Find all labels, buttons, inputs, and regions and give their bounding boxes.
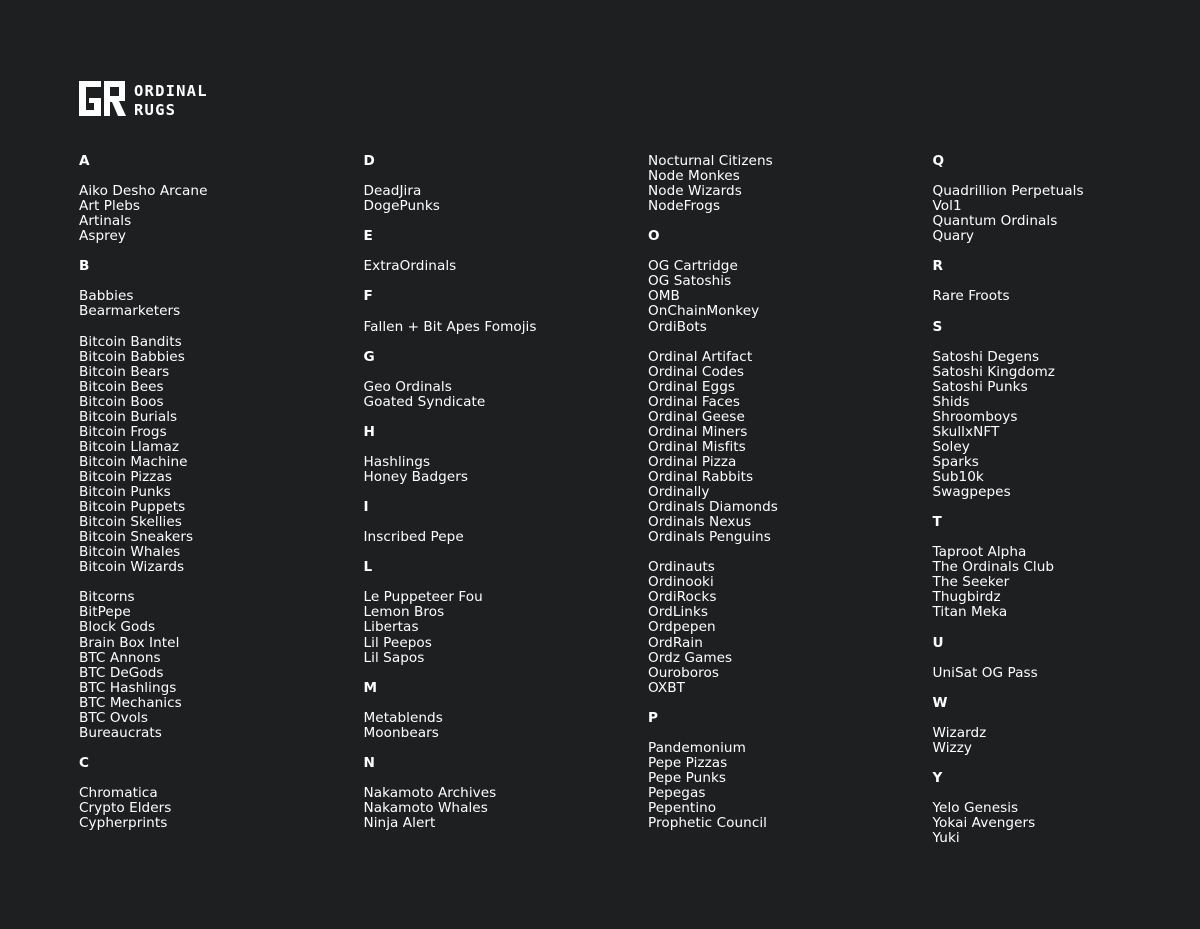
collection-name: Wizzy [932, 739, 972, 756]
collection-name: Ordinauts [648, 559, 715, 576]
collection-name: Node Monkes [648, 168, 740, 185]
collection-name: Asprey [79, 228, 127, 245]
collection-name: Bitcoin Puppets [79, 499, 186, 516]
section-letter-f: F [363, 288, 373, 305]
ordinal-rugs-logo [79, 81, 249, 117]
collection-name: Quary [932, 228, 975, 245]
section-letter-y: Y [932, 769, 943, 786]
collection-name: Satoshi Degens [932, 348, 1040, 365]
collection-name: Metablends [363, 709, 443, 726]
section-letter-r: R [932, 258, 944, 275]
section-letter-g: G [363, 348, 375, 365]
collection-name: Bitcoin Bees [79, 378, 164, 395]
section-letter-w: W [932, 694, 948, 711]
collection-name: Ordinals Nexus [648, 514, 752, 531]
collection-name: Ordinooki [648, 574, 714, 591]
collection-name: Moonbears [363, 724, 439, 741]
section-letter-o: O [648, 228, 660, 245]
section-letter-n: N [363, 754, 375, 771]
collection-name: Bitcoin Bears [79, 363, 170, 380]
heading-spacer [79, 771, 359, 786]
group-spacer [79, 741, 359, 756]
collection-name: OrdiBots [648, 318, 707, 335]
collection-name: OG Satoshis [648, 273, 732, 290]
group-spacer [364, 741, 644, 756]
collection-name: Swagpepes [932, 484, 1011, 501]
collection-name: Bitcoin Llamaz [79, 438, 180, 455]
collection-name: SkullxNFT [932, 423, 1000, 440]
collection-name: Ordinal Eggs [648, 378, 736, 395]
collection-name: Honey Badgers [363, 468, 468, 485]
collection-name: Soley [932, 438, 970, 455]
collection-name: Nocturnal Citizens [648, 153, 773, 169]
collection-name: Ordinals Diamonds [648, 499, 778, 516]
collection-name: Pepe Pizzas [648, 754, 728, 771]
collection-name: Ordinal Pizza [648, 453, 737, 470]
collection-name: Bitcoin Babbies [79, 348, 185, 365]
heading-spacer [364, 575, 644, 590]
collection-name: Bitcoin Wizards [79, 559, 185, 576]
section-letter-a: A [79, 153, 90, 169]
collection-name: Wizardz [932, 724, 987, 741]
collection-name: DogePunks [363, 198, 440, 215]
collection-name: Ordz Games [648, 649, 733, 666]
collection-name: BitPepe [79, 604, 131, 621]
collection-name: Nakamoto Whales [363, 800, 488, 817]
collection-name: Le Puppeteer Fou [363, 589, 483, 606]
heading-spacer [933, 530, 1200, 545]
collection-name: Sub10k [932, 468, 984, 485]
collection-name: Taproot Alpha [932, 544, 1027, 561]
collection-name: Nakamoto Archives [363, 784, 497, 801]
collection-name: Pepe Punks [648, 769, 727, 786]
block-spacer [79, 575, 359, 590]
heading-spacer [79, 169, 359, 184]
heading-spacer [364, 771, 644, 786]
collection-name: Chromatica [79, 784, 158, 801]
heading-spacer [364, 244, 644, 259]
heading-spacer [364, 169, 644, 184]
collection-name: Bitcorns [79, 589, 135, 606]
collection-name: Ordinals Penguins [648, 529, 771, 546]
collection-name: NodeFrogs [648, 198, 721, 215]
section-letter-i: I [363, 499, 369, 516]
collection-name: Bitcoin Bandits [79, 333, 182, 350]
group-spacer [648, 214, 928, 229]
group-spacer [364, 485, 644, 500]
brand-name-line1: ORDINAL [134, 82, 208, 100]
heading-spacer [364, 515, 644, 530]
heading-spacer [364, 696, 644, 711]
heading-spacer [933, 335, 1200, 350]
section-letter-b: B [79, 258, 90, 275]
collection-name: Goated Syndicate [363, 393, 486, 410]
collection-name: BTC Annons [79, 649, 161, 666]
section-letter-p: P [648, 709, 659, 726]
group-spacer [933, 244, 1200, 259]
collection-name: Ouroboros [648, 664, 720, 681]
collection-name: Artinals [79, 213, 132, 230]
collection-name: Ninja Alert [363, 815, 436, 832]
collection-name: Pepentino [648, 800, 717, 817]
logo-r-shape [104, 81, 126, 116]
group-spacer [364, 410, 644, 425]
collection-name: OXBT [648, 679, 685, 696]
collection-name: Ordinal Misfits [648, 438, 746, 455]
collection-name: Satoshi Kingdomz [932, 363, 1055, 380]
heading-spacer [364, 440, 644, 455]
group-spacer [364, 335, 644, 350]
block-spacer [648, 545, 928, 560]
collection-name: ExtraOrdinals [363, 258, 457, 275]
collection-name: Ordinal Codes [648, 363, 745, 380]
collection-name: Ordpepen [648, 619, 716, 636]
collection-column-4 [933, 154, 1200, 846]
group-spacer [933, 620, 1200, 635]
collection-name: Vol1 [932, 198, 962, 215]
collection-name: BTC Hashlings [79, 679, 177, 696]
section-letter-h: H [363, 423, 375, 440]
collection-name: Ordinally [648, 484, 710, 501]
collection-name: BTC Mechanics [79, 694, 182, 711]
section-letter-s: S [932, 318, 943, 335]
collection-name: Hashlings [363, 453, 431, 470]
collection-name: BTC DeGods [79, 664, 164, 681]
collection-name: Quantum Ordinals [932, 213, 1058, 230]
collection-name: Art Plebs [79, 198, 141, 215]
collection-name: Ordinal Artifact [648, 348, 753, 365]
collection-name: Bitcoin Punks [79, 484, 171, 501]
collection-name: Block Gods [79, 619, 156, 636]
group-spacer [79, 244, 359, 259]
section-letter-q: Q [932, 153, 945, 169]
heading-spacer [933, 169, 1200, 184]
collection-name: Yokai Avengers [932, 815, 1036, 832]
collection-name: The Seeker [932, 574, 1010, 591]
collection-name: Bitcoin Sneakers [79, 529, 194, 546]
section-letter-t: T [932, 514, 942, 531]
group-spacer [364, 214, 644, 229]
section-letter-c: C [79, 754, 90, 771]
collection-name: Cypherprints [79, 815, 168, 832]
group-spacer [933, 304, 1200, 319]
block-spacer [79, 320, 359, 335]
heading-spacer [933, 711, 1200, 726]
heading-spacer [364, 365, 644, 380]
collection-name: Yelo Genesis [932, 800, 1019, 817]
collection-name: OMB [648, 288, 680, 305]
collection-name: OnChainMonkey [648, 303, 760, 320]
collection-name: Ordinal Miners [648, 423, 748, 440]
collection-name: Aiko Desho Arcane [79, 183, 208, 200]
collection-column-3 [648, 154, 928, 831]
collection-column-1 [79, 154, 359, 831]
collection-name: Babbies [79, 288, 134, 305]
collection-name: Pepegas [648, 784, 706, 801]
group-spacer [648, 696, 928, 711]
group-spacer [933, 756, 1200, 771]
collection-name: Fallen + Bit Apes Fomojis [363, 318, 537, 335]
logo-g-shape [79, 81, 101, 116]
collection-name: Node Wizards [648, 183, 742, 200]
group-spacer [933, 500, 1200, 515]
collection-name: Brain Box Intel [79, 634, 180, 651]
collection-name: Titan Meka [932, 604, 1008, 621]
section-letter-m: M [363, 679, 378, 696]
collection-name: Bitcoin Skellies [79, 514, 182, 531]
collection-name: The Ordinals Club [932, 559, 1055, 576]
collection-name: Pandemonium [648, 739, 746, 756]
section-letter-l: L [363, 559, 373, 576]
collection-name: Thugbirdz [932, 589, 1001, 606]
collection-name: Lil Peepos [363, 634, 432, 651]
collection-name: Inscribed Pepe [363, 529, 464, 546]
section-letter-u: U [932, 634, 944, 651]
collection-name: Rare Froots [932, 288, 1010, 305]
heading-spacer [933, 274, 1200, 289]
collection-name: Ordinal Rabbits [648, 468, 754, 485]
heading-spacer [648, 244, 928, 259]
section-letter-d: D [363, 153, 375, 169]
collection-name: Ordinal Faces [648, 393, 740, 410]
collection-name: Bitcoin Burials [79, 408, 178, 425]
collection-name: OrdiRocks [648, 589, 717, 606]
collection-name: Bitcoin Pizzas [79, 468, 172, 485]
collection-name: Geo Ordinals [363, 378, 452, 395]
collection-name: OG Cartridge [648, 258, 738, 275]
collection-name: Bureaucrats [79, 724, 162, 741]
collection-name: Quadrillion Perpetuals [932, 183, 1084, 200]
collection-name: UniSat OG Pass [932, 664, 1038, 681]
collection-name: OrdLinks [648, 604, 708, 621]
collection-name: Prophetic Council [648, 815, 767, 832]
collection-name: Shids [932, 393, 970, 410]
collection-name: Bitcoin Whales [79, 544, 181, 561]
collection-name: Sparks [932, 453, 979, 470]
collection-name: Ordinal Geese [648, 408, 745, 425]
collection-name: Bitcoin Boos [79, 393, 164, 410]
collection-name: Bitcoin Frogs [79, 423, 167, 440]
collection-name: Yuki [932, 830, 960, 847]
collection-name: Bitcoin Machine [79, 453, 188, 470]
collection-name: OrdRain [648, 634, 703, 651]
group-spacer [364, 666, 644, 681]
collection-name: Lil Sapos [363, 649, 425, 666]
block-spacer [648, 335, 928, 350]
collection-name: DeadJira [363, 183, 422, 200]
collection-name: Satoshi Punks [932, 378, 1028, 395]
heading-spacer [79, 274, 359, 289]
collection-name: BTC Ovols [79, 709, 149, 726]
collection-name: Crypto Elders [79, 800, 172, 817]
collection-name: Bearmarketers [79, 303, 181, 320]
group-spacer [364, 274, 644, 289]
heading-spacer [364, 304, 644, 319]
brand-name-line2: RUGS [134, 101, 177, 117]
collection-column-2 [364, 154, 644, 831]
collection-name: Shroomboys [932, 408, 1018, 425]
ordinal-rugs-logo-mark [79, 81, 249, 117]
collection-name: Lemon Bros [363, 604, 445, 621]
heading-spacer [648, 726, 928, 741]
group-spacer [933, 681, 1200, 696]
collection-name: Libertas [363, 619, 419, 636]
heading-spacer [933, 651, 1200, 666]
group-spacer [364, 545, 644, 560]
heading-spacer [933, 786, 1200, 801]
section-letter-e: E [363, 228, 373, 245]
